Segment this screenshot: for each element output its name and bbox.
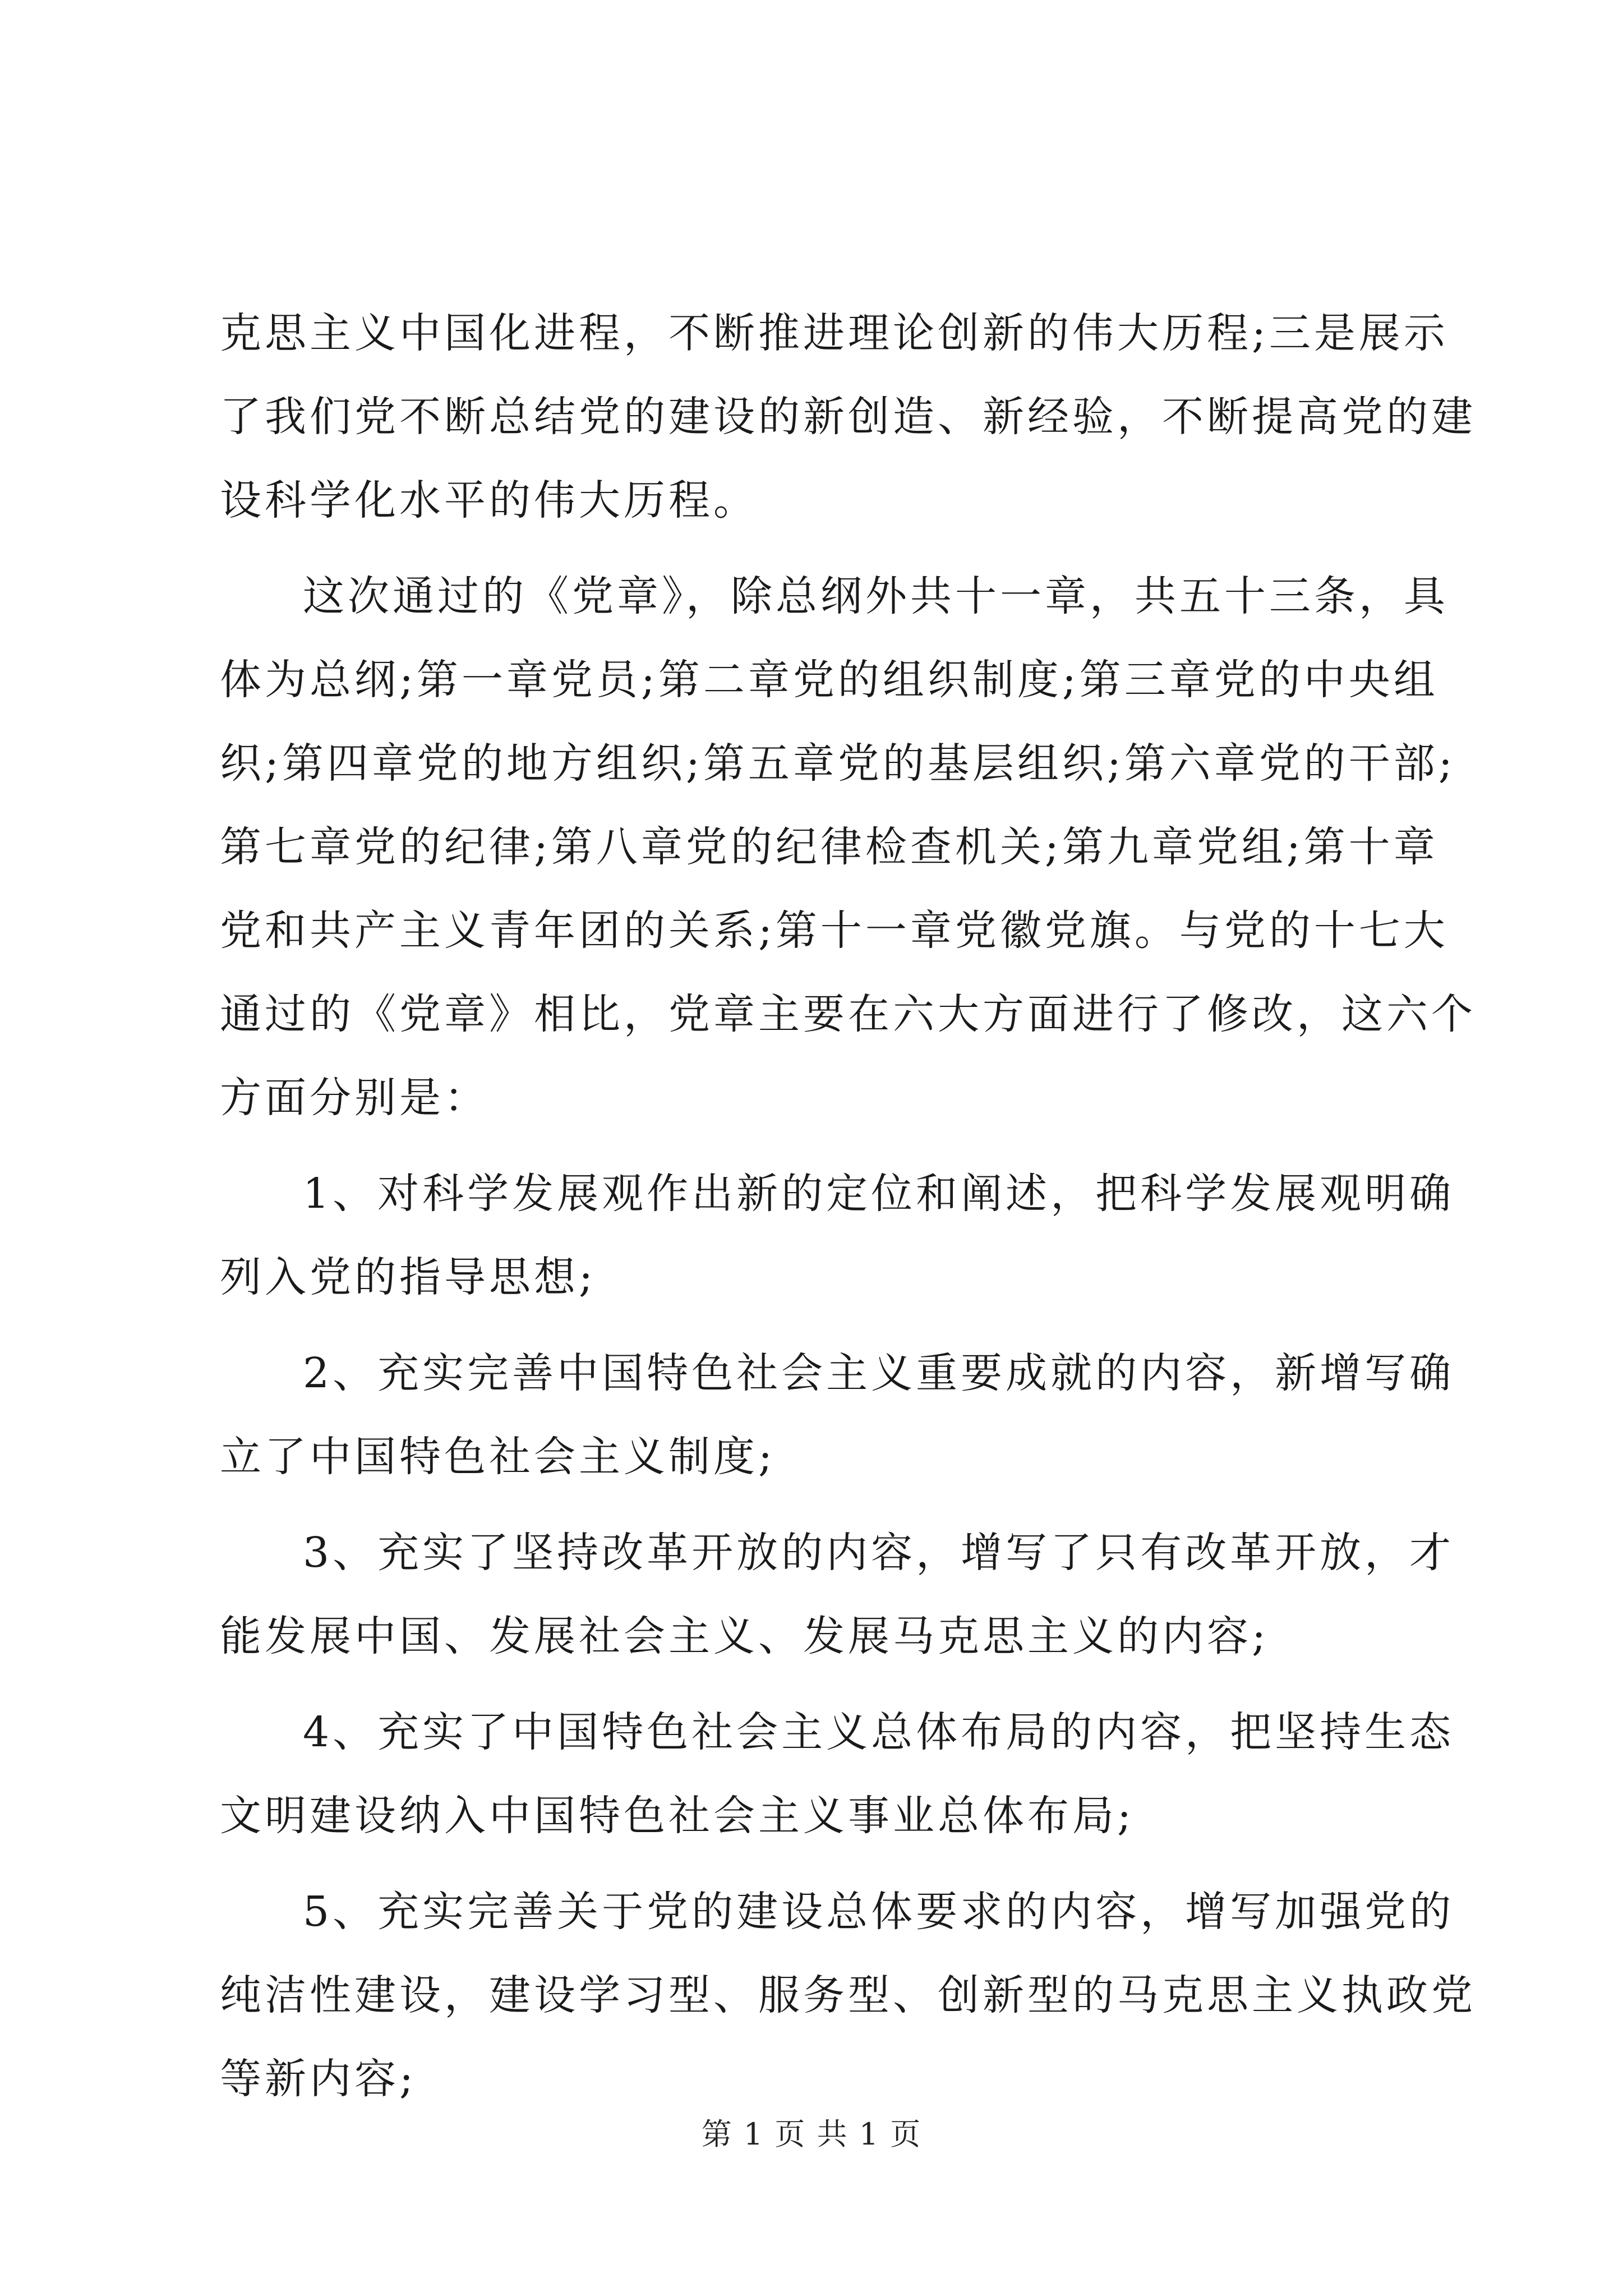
list-item-2 (220, 1332, 1455, 1499)
text-line: 能发展中国、发展社会主义、发展马克思主义的内容; (220, 1612, 1269, 1660)
text-line: 等新内容; (220, 2055, 417, 2103)
text-line: 通过的《党章》相比，党章主要在六大方面进行了修改，这六个 (220, 990, 1476, 1038)
text-line: 1、对科学发展观作出新的定位和阐述，把科学发展观明确 (303, 1170, 1455, 1218)
text-line: 4、充实了中国特色社会主义总体布局的内容，把坚持生态 (303, 1708, 1455, 1756)
list-item-5 (220, 1870, 1476, 2121)
page-number-footer: 第 1 页 共 1 页 (701, 2116, 922, 2152)
list-item-1 (220, 1152, 1455, 1319)
text-line: 织;第四章党的地方组织;第五章党的基层组织;第六章党的干部; (220, 739, 1456, 788)
paragraph-constitution-chapters (220, 555, 1476, 1140)
text-line: 列入党的指导思想; (220, 1253, 596, 1301)
text-line: 设科学化水平的伟大历程。 (220, 476, 758, 524)
text-line: 5、充实完善关于党的建设总体要求的内容，增写加强党的 (303, 1888, 1455, 1936)
text-line: 立了中国特色社会主义制度; (220, 1433, 776, 1481)
text-line: 体为总纲;第一章党员;第二章党的组织制度;第三章党的中央组 (220, 656, 1438, 704)
text-line: 第七章党的纪律;第八章党的纪律检查机关;第九章党组;第十章 (220, 823, 1438, 871)
text-line: 文明建设纳入中国特色社会主义事业总体布局; (220, 1792, 1135, 1840)
text-line: 这次通过的《党章》，除总纲外共十一章，共五十三条，具 (303, 572, 1449, 620)
text-line: 克思主义中国化进程，不断推进理论创新的伟大历程;三是展示 (220, 309, 1449, 357)
list-item-4 (220, 1691, 1455, 1858)
paragraph-continuation (220, 292, 1476, 542)
document-body (220, 292, 1476, 2133)
text-line: 党和共产主义青年团的关系;第十一章党徽党旗。与党的十七大 (220, 907, 1449, 955)
text-line: 2、充实完善中国特色社会主义重要成就的内容，新增写确 (303, 1349, 1455, 1397)
text-line: 方面分别是： (220, 1074, 489, 1122)
text-line: 纯洁性建设，建设学习型、服务型、创新型的马克思主义执政党 (220, 1971, 1476, 2019)
text-line: 了我们党不断总结党的建设的新创造、新经验，不断提高党的建 (220, 393, 1476, 441)
text-line: 3、充实了坚持改革开放的内容，增写了只有改革开放，才 (303, 1529, 1455, 1577)
list-item-3 (220, 1511, 1455, 1678)
